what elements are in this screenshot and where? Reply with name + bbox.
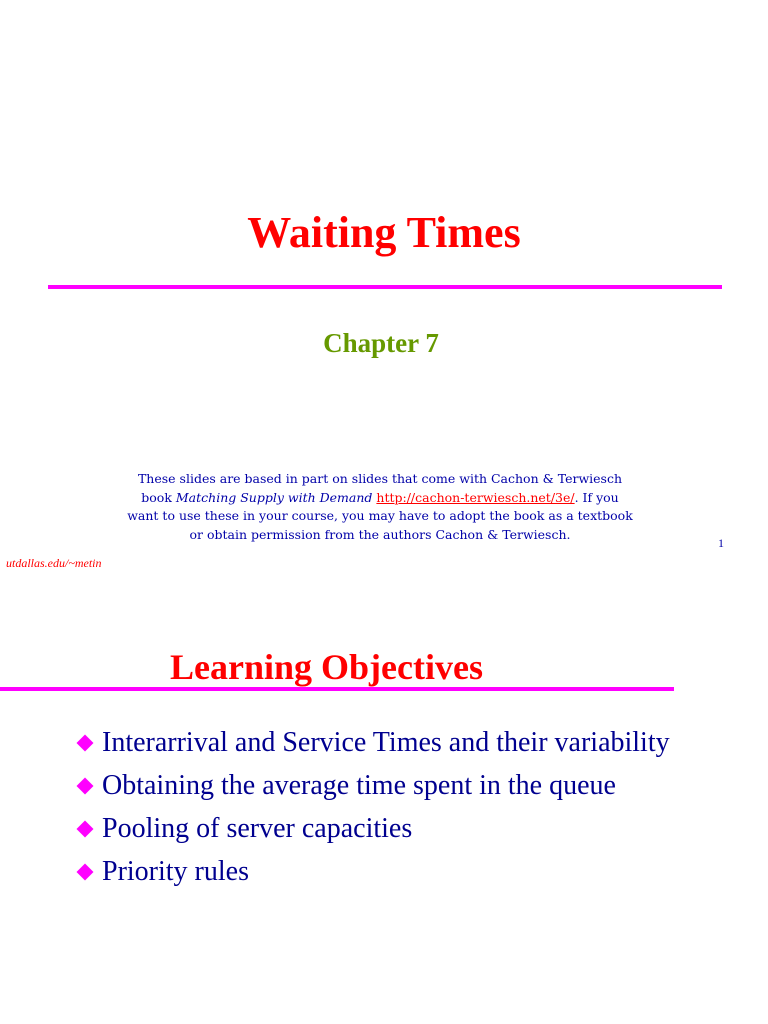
slide-2 bbox=[0, 512, 768, 1024]
book-title: Matching Supply with Demand bbox=[175, 489, 373, 505]
credit-line-1: These slides are based in part on slides that come with Cachon & Terwiesch bbox=[137, 471, 623, 486]
list-item bbox=[76, 807, 670, 850]
diamond-bullet-icon bbox=[77, 863, 94, 880]
list-item bbox=[76, 764, 670, 807]
credit-line-4: or obtain permission from the authors Cachon & Terwiesch. bbox=[189, 526, 571, 542]
slide-title: Learning Objectives bbox=[170, 647, 483, 687]
chapter-subtitle: Chapter 7 bbox=[323, 328, 439, 358]
objectives-list bbox=[76, 721, 670, 893]
title-divider bbox=[48, 285, 722, 289]
book-website-link[interactable]: http://cachon-terwiesch.net/3e/ bbox=[376, 489, 575, 505]
diamond-bullet-icon bbox=[77, 777, 94, 794]
list-item bbox=[76, 721, 670, 764]
credit-line-3: want to use these in your course, you may have to adopt the book as a textbook bbox=[127, 508, 633, 523]
objective-text: Priority rules bbox=[102, 855, 249, 887]
list-item bbox=[76, 850, 670, 893]
slide-title: Waiting Times bbox=[247, 208, 521, 257]
diamond-bullet-icon bbox=[77, 734, 94, 751]
credit-line-2-suffix: . If you bbox=[574, 489, 619, 505]
objective-text: Obtaining the average time spent in the queue bbox=[102, 769, 616, 801]
objective-text: Pooling of server capacities bbox=[102, 812, 413, 844]
page-number: 1 bbox=[718, 536, 724, 550]
objective-text: Interarrival and Service Times and their variability bbox=[102, 726, 670, 758]
diamond-bullet-icon bbox=[77, 820, 94, 837]
title-divider bbox=[0, 687, 674, 691]
credit-line-2-prefix: book bbox=[141, 489, 176, 505]
author-url[interactable]: utdallas.edu/~metin bbox=[6, 556, 102, 570]
